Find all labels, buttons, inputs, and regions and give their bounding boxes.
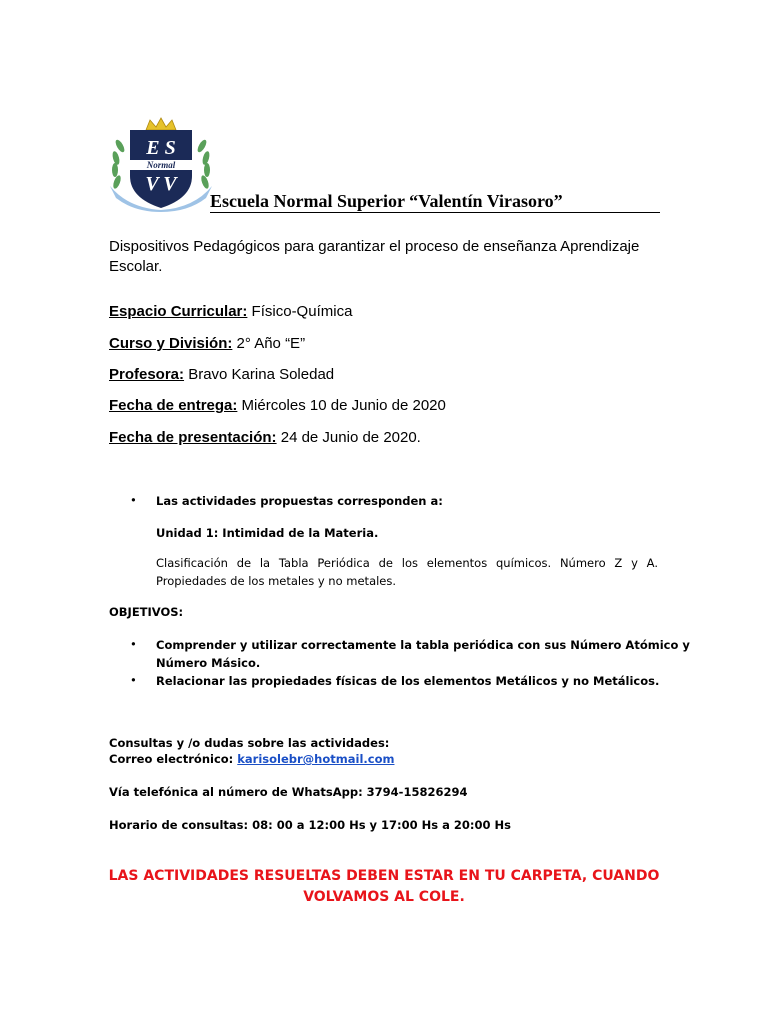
info-label: Fecha de entrega: (109, 397, 238, 414)
info-fecha-entrega (109, 397, 446, 414)
consultas-text: Consultas y /o dudas sobre las actividades: (109, 736, 390, 750)
info-value: 2° Año “E” (232, 335, 306, 352)
objective-1-line1: Comprender y utilizar correctamente la tabla periódica con sus Número Atómico y (156, 638, 690, 652)
info-value: Miércoles 10 de Junio de 2020 (237, 397, 446, 414)
closing-line1: LAS ACTIVIDADES RESUELTAS DEBEN ESTAR EN TU CARPETA, CUANDO (108, 868, 660, 884)
intro-text: Dispositivos Pedagógicos para garantizar el proceso de enseñanza Aprendizaje Escolar. (109, 238, 640, 275)
crown-icon (146, 118, 176, 130)
activities-intro: Las actividades propuestas corresponden a: (156, 494, 443, 508)
schedule-text: Horario de consultas: 08: 00 a 12:00 Hs y 17:00 Hs a 20:00 Hs (109, 818, 511, 832)
bullet-icon: • (130, 493, 137, 507)
laurel-right-icon (196, 138, 211, 189)
school-name: Escuela Normal Superior “Valentín Virasoro” (210, 191, 563, 211)
info-label: Espacio Curricular: (109, 303, 248, 320)
school-logo (108, 116, 214, 212)
info-label: Curso y División: (109, 335, 233, 352)
logo-bottom-letters: V V (145, 173, 177, 195)
logo-band-text: Normal (146, 160, 176, 170)
unit-description-line1: Clasificación de la Tabla Periódica de los elementos químicos. Número Z y A. (156, 556, 658, 570)
info-value: Físico-Química (247, 303, 353, 320)
info-profesora (109, 366, 334, 383)
closing-line2: VOLVAMOS AL COLE. (303, 889, 465, 905)
title-divider (210, 212, 660, 213)
info-value: 24 de Junio de 2020. (276, 429, 421, 446)
unit-description-line2: Propiedades de los metales y no metales. (156, 574, 397, 588)
unit-title: Unidad 1: Intimidad de la Materia. (156, 526, 379, 540)
objective-2: Relacionar las propiedades físicas de los elementos Metálicos y no Metálicos. (156, 674, 660, 688)
objectives-heading: OBJETIVOS: (109, 605, 184, 619)
bullet-icon: • (130, 673, 137, 687)
info-curso-division (109, 335, 305, 352)
email-label: Correo electrónico: (109, 752, 238, 766)
laurel-left-icon (111, 138, 126, 189)
email-line (109, 752, 394, 766)
info-value: Bravo Karina Soledad (184, 366, 335, 383)
info-espacio-curricular (109, 303, 352, 320)
email-link[interactable]: karisolebr@hotmail.com (237, 752, 395, 766)
info-label: Fecha de presentación: (109, 429, 277, 446)
phone-text: Vía telefónica al número de WhatsApp: 3794-15826294 (109, 785, 468, 799)
objective-1-line2: Número Másico. (156, 656, 261, 670)
info-fecha-presentacion (109, 429, 421, 446)
info-label: Profesora: (109, 366, 185, 383)
logo-top-letters: E S (146, 137, 176, 159)
bullet-icon: • (130, 637, 137, 651)
closing-notice (100, 866, 668, 908)
